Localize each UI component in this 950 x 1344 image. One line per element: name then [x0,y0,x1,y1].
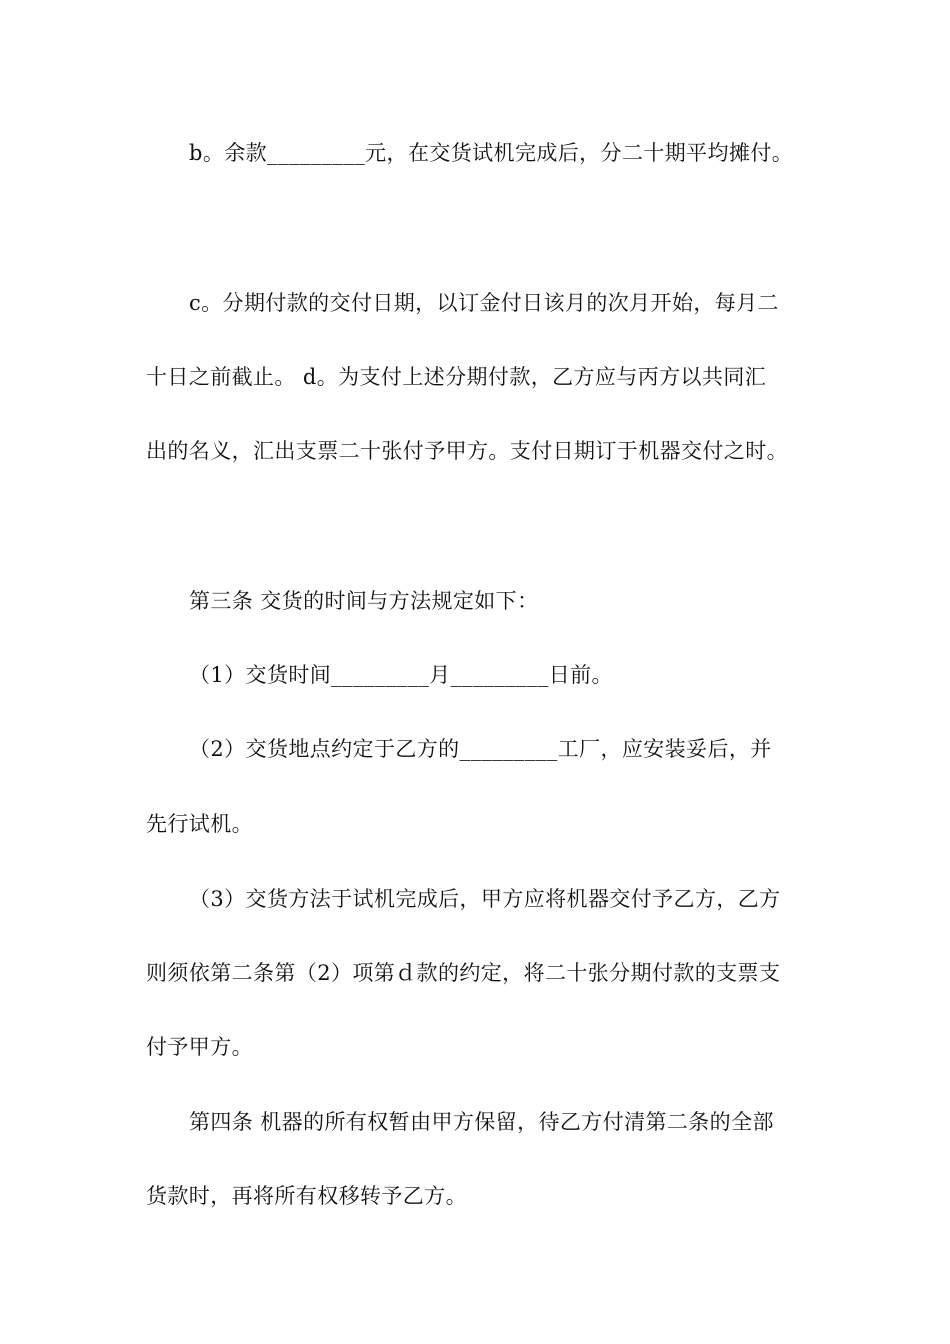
text-line-12: 第四条 机器的所有权暂由甲方保留，待乙方付清第二条的全部 [189,1110,774,1134]
text-line-11: 付予甲方。 [146,1035,253,1059]
text-line-3: 十日之前截止。 d。为支付上述分期付款，乙方应与丙方以共同汇 [146,365,767,389]
text-line-5: 第三条 交货的时间与方法规定如下： [189,589,539,613]
text-line-9: （3）交货方法于试机完成后，甲方应将机器交付予乙方，乙方 [189,887,781,911]
text-line-2: c。分期付款的交付日期，以订金付日该月的次月开始，每月二 [189,291,779,315]
text-line-13: 货款时，再将所有权移转予乙方。 [146,1184,467,1208]
text-line-6: （1）交货时间_________月_________日前。 [189,663,613,687]
text-line-1: b。余款_________元，在交货试机完成后，分二十期平均摊付。 [189,141,794,165]
text-line-7: （2）交货地点约定于乙方的_________工厂，应安装妥后，并 [189,737,772,761]
text-line-8: 先行试机。 [146,812,253,836]
text-line-10: 则须依第二条第（2）项第ｄ款的约定，将二十张分期付款的支票支 [146,961,781,985]
text-line-4: 出的名义，汇出支票二十张付予甲方。支付日期订于机器交付之时。 [146,439,788,463]
